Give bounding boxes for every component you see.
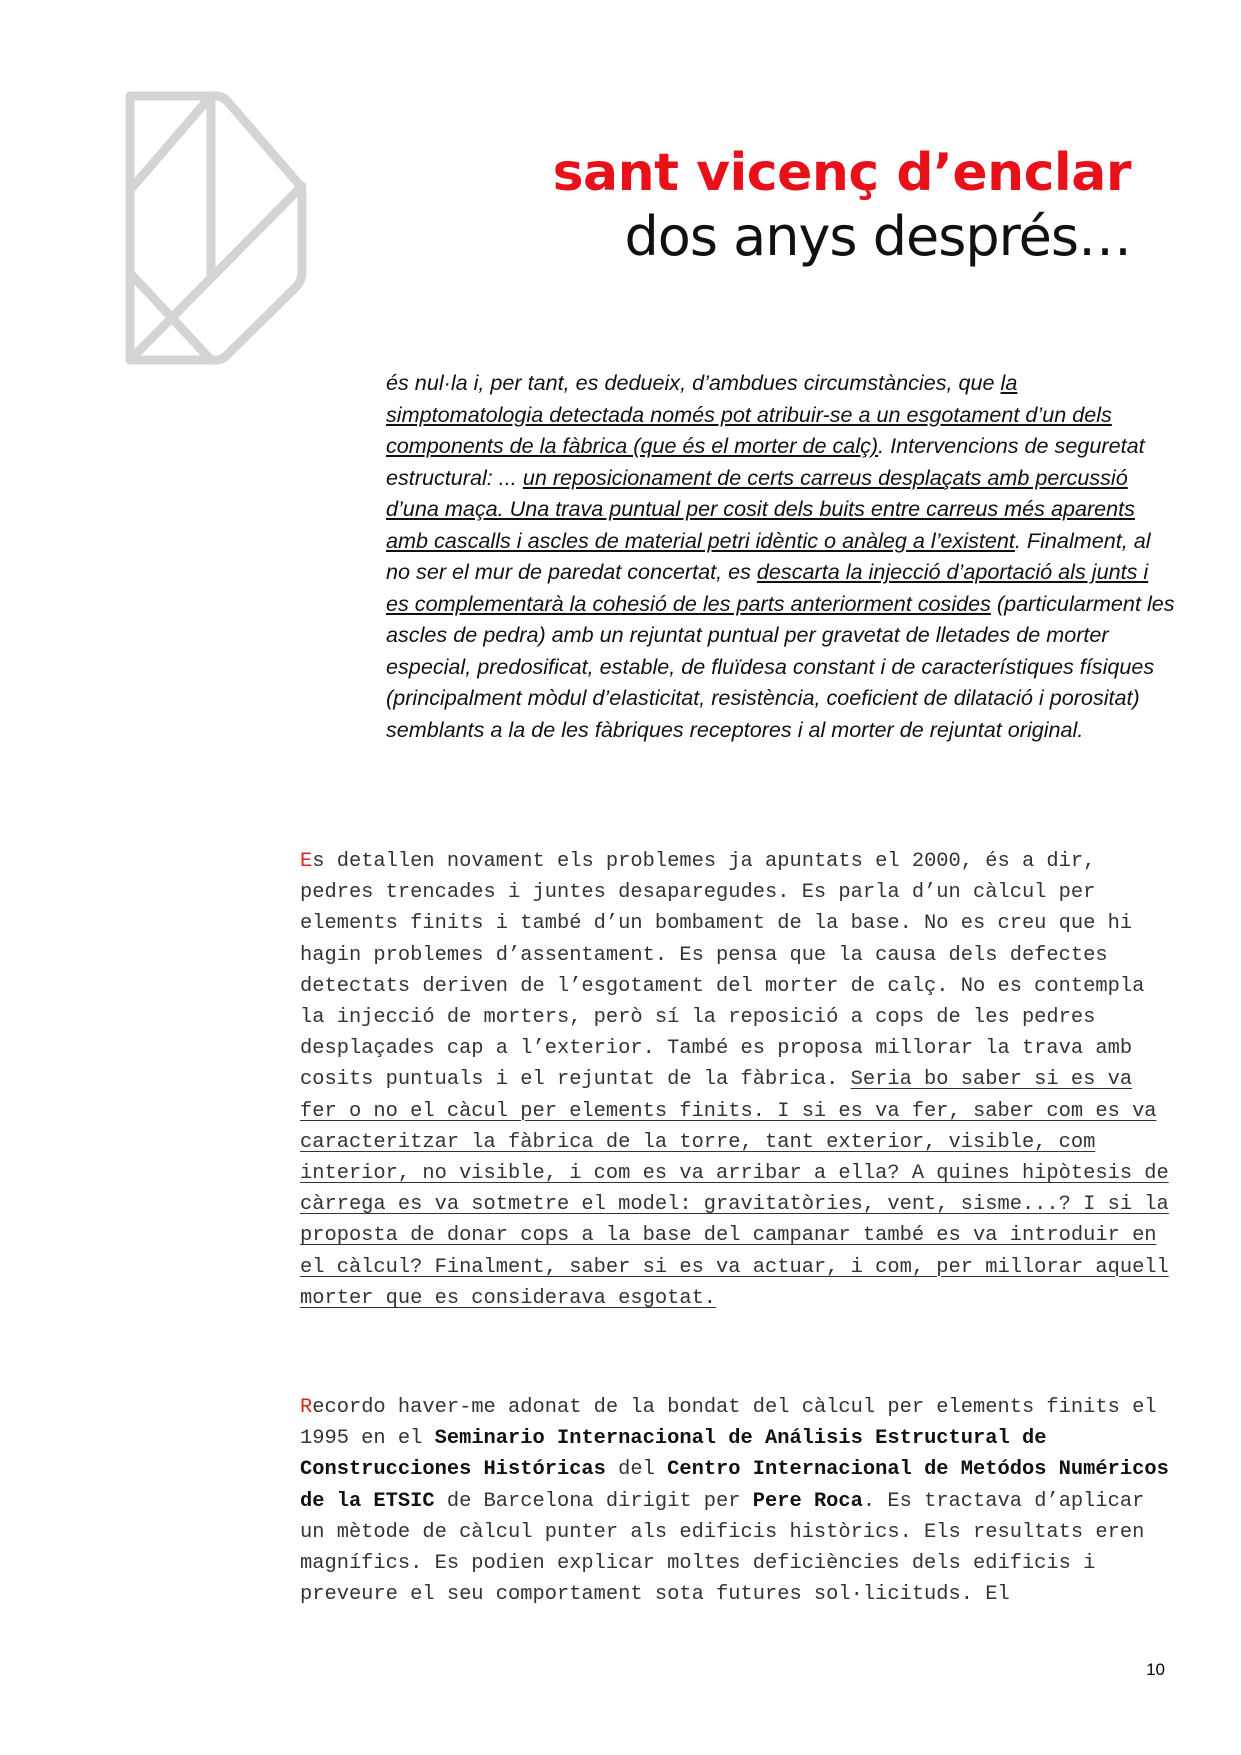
paragraph-text: del <box>605 1458 668 1482</box>
paragraph-text: de Barcelona dirigit per <box>434 1489 753 1513</box>
quote-text: (particularment les ascles de pedra) amb un rejuntat puntual per gravetat de lletades de morter especial, predosificat, estable, de fluïdesa constant i de característiques físiques (principalment mòdul d’elasticitat, resistència, coeficient de dilatació i porositat) semblants a la de les fàbriques receptores i al morter de rejuntat original. <box>386 590 1175 742</box>
paragraph-text: ecordo haver-me adonat de la bondat del càlcul per elements finits el 1995 en el <box>300 1396 1157 1451</box>
drop-cap: R <box>300 1396 313 1419</box>
quote-underlined-text: un reposicionament de certs carreus desplaçats amb percussió d’una maça. Una trava puntual per cosit dels buits entre carreus més aparents amb cascalls i ascles de material petri idèntic o anàleg a l’existent <box>386 464 1135 553</box>
bold-seminar-name: Seminario Internacional de Análisis Estructural de Construcciones Históricas <box>300 1427 1047 1482</box>
quoted-excerpt <box>386 367 1176 745</box>
quote-text: . Intervencions de seguretat estructural: ... <box>386 433 1145 490</box>
monogram-logo-icon <box>120 90 312 366</box>
body-paragraph-1 <box>300 846 1180 1314</box>
body-paragraph-2 <box>300 1392 1180 1610</box>
quote-underlined-text: la simptomatologia detectada només pot atribuir-se a un esgotament d’un dels components de la fàbrica (que és el morter de calç) <box>386 370 1112 458</box>
paragraph-underlined-text: Seria bo saber si es va fer o no el càcul per elements finits. I si es va fer, saber com es va caracteritzar la fàbrica de la torre, tant exterior, visible, com interior, no visible, i com es va arribar a ella? A quines hipòtesis de càrrega es va sotmetre el model: gravitatòries, vent, sisme...? I si la proposta de donar cops a la base del campanar també es va introduir en el càlcul? Finalment, saber si es va actuar, i com, per millorar aquell morter que es considerava esgotat. <box>300 1068 1169 1310</box>
quote-underlined-text: descarta la injecció d’aportació als junts i es complementarà la cohesió de les parts anteriorment cosides <box>386 559 1149 616</box>
page-number: 10 <box>1146 1660 1165 1679</box>
title-line-subtitle: dos anys després… <box>624 205 1131 268</box>
drop-cap: E <box>300 850 313 873</box>
bold-person-name: Pere Roca <box>752 1489 863 1513</box>
paragraph-text: . Es tractava d’aplicar un mètode de càlcul punter als edificis històrics. Els resultats eren magnífics. Es podien explicar moltes deficiències dels edificis i preveure el seu comportament sota futures sol·licituds. El <box>300 1489 1145 1607</box>
title-line-red: sant vicenç d’enclar <box>552 143 1131 203</box>
title-block <box>553 142 1131 270</box>
bold-institution-name: Centro Internacional de Metódos Numéricos de la ETSIC <box>300 1458 1169 1513</box>
paragraph-text: s detallen novament els problemes ja apuntats el 2000, és a dir, pedres trencades i juntes desaparegudes. Es parla d’un càlcul per elements finits i també d’un bombament de la base. No es creu que hi hagin problemes d’assentament. Es pensa que la causa dels defectes detectats deriven de l’esgotament del morter de calç. No es contempla la injecció de morters, però sí la reposició a cops de les pedres desplaçades cap a l’exterior. També es proposa millorar la trava amb cosits puntuals i el rejuntat de la fàbrica. <box>300 850 1145 1092</box>
quote-text: . Finalment, al no ser el mur de paredat concertat, es <box>386 527 1151 584</box>
quote-text: és nul·la i, per tant, es dedueix, d’ambdues circumstàncies, que <box>386 370 1001 395</box>
